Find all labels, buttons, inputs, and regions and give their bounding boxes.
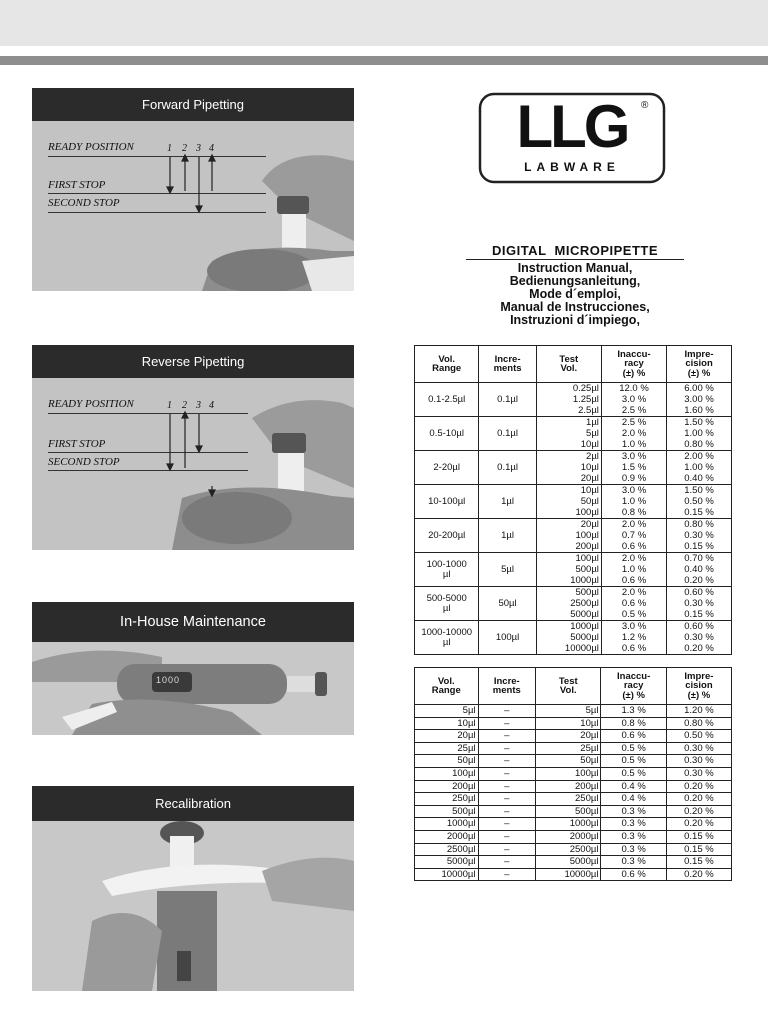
- step-number: 2: [182, 400, 187, 411]
- volume-range-cell: 5µl: [415, 705, 479, 718]
- volume-range-cell: 100µl: [415, 767, 479, 780]
- test-volume-cell: 10µl: [536, 462, 601, 473]
- test-volume-cell: 20µl: [536, 730, 601, 743]
- imprecision-cell: 0.30 %: [667, 598, 732, 609]
- column-header: Impre- cision (±) %: [666, 668, 731, 705]
- volume-range-cell: 0.5-10µl: [415, 417, 479, 451]
- inaccuracy-cell: 0.8 %: [601, 507, 666, 519]
- table-row: [415, 755, 732, 768]
- inaccuracy-cell: 0.6 %: [601, 598, 666, 609]
- imprecision-cell: 0.15 %: [667, 541, 732, 553]
- step-number: 1: [167, 143, 172, 154]
- inaccuracy-cell: 1.0 %: [601, 439, 666, 451]
- increments-cell: –: [478, 717, 536, 730]
- test-volume-cell: 200µl: [536, 780, 601, 793]
- imprecision-cell: 0.80 %: [666, 717, 731, 730]
- test-volume-cell: 1000µl: [536, 575, 601, 587]
- inaccuracy-cell: 2.0 %: [601, 587, 666, 599]
- llg-labware-logo: [478, 92, 666, 184]
- increments-cell: –: [478, 843, 536, 856]
- test-volume-cell: 10µl: [536, 439, 601, 451]
- second-stop-label: SECOND STOP: [48, 456, 120, 468]
- test-volume-cell: 5µl: [536, 705, 601, 718]
- test-volume-cell: 10µl: [536, 717, 601, 730]
- column-header: Test Vol.: [536, 346, 601, 383]
- increments-cell: –: [478, 780, 536, 793]
- table-row: [415, 383, 732, 395]
- volume-range-cell: 10µl: [415, 717, 479, 730]
- increments-cell: –: [478, 755, 536, 768]
- imprecision-cell: 0.70 %: [667, 553, 732, 565]
- registered-mark: ®: [641, 100, 649, 111]
- recalibration-panel: [32, 786, 354, 991]
- test-volume-cell: 500µl: [536, 805, 601, 818]
- volume-range-cell: 5000µl: [415, 856, 479, 869]
- inaccuracy-cell: 0.5 %: [601, 755, 666, 768]
- volume-range-cell: 0.1-2.5µl: [415, 383, 479, 417]
- test-volume-cell: 10µl: [536, 485, 601, 497]
- table-row: [415, 793, 732, 806]
- volume-range-cell: 250µl: [415, 793, 479, 806]
- imprecision-cell: 1.60 %: [667, 405, 732, 417]
- imprecision-cell: 0.20 %: [666, 793, 731, 806]
- step-number: 3: [196, 143, 201, 154]
- stroke-arrows: [32, 121, 354, 291]
- increments-cell: –: [478, 730, 536, 743]
- imprecision-cell: 1.00 %: [667, 428, 732, 439]
- logo-brand: LLG: [516, 93, 628, 160]
- table-row: [415, 843, 732, 856]
- imprecision-cell: 0.20 %: [666, 805, 731, 818]
- increments-cell: –: [478, 793, 536, 806]
- subtitle-line: Manual de Instrucciones,: [500, 300, 650, 314]
- header-stripe: [0, 56, 768, 65]
- inaccuracy-cell: 0.9 %: [601, 473, 666, 485]
- maintenance-image: [32, 642, 354, 735]
- imprecision-cell: 0.80 %: [667, 519, 732, 531]
- increments-cell: –: [478, 818, 536, 831]
- inaccuracy-cell: 3.0 %: [601, 485, 666, 497]
- test-volume-cell: 2µl: [536, 451, 601, 463]
- step-number: 2: [182, 143, 187, 154]
- inaccuracy-cell: 2.5 %: [601, 417, 666, 429]
- ready-position-label: READY POSITION: [48, 398, 134, 410]
- imprecision-cell: 0.20 %: [667, 575, 732, 587]
- test-volume-cell: 2500µl: [536, 843, 601, 856]
- test-volume-cell: 100µl: [536, 507, 601, 519]
- increments-cell: 5µl: [479, 553, 536, 587]
- test-volume-cell: 200µl: [536, 541, 601, 553]
- imprecision-cell: 0.50 %: [666, 730, 731, 743]
- inaccuracy-cell: 12.0 %: [601, 383, 666, 395]
- step-number: 4: [209, 400, 214, 411]
- imprecision-cell: 6.00 %: [667, 383, 732, 395]
- imprecision-cell: 0.15 %: [666, 856, 731, 869]
- imprecision-cell: 0.20 %: [666, 818, 731, 831]
- test-volume-cell: 10000µl: [536, 868, 601, 881]
- test-volume-cell: 5000µl: [536, 856, 601, 869]
- table-row: [415, 868, 732, 881]
- forward-pipetting-panel: [32, 88, 354, 291]
- volume-range-cell: 2-20µl: [415, 451, 479, 485]
- increments-cell: 0.1µl: [479, 417, 536, 451]
- document-title-block: [440, 243, 710, 327]
- inaccuracy-cell: 0.6 %: [601, 541, 666, 553]
- reverse-pipetting-panel: [32, 345, 354, 550]
- table-row: [415, 519, 732, 531]
- imprecision-cell: 0.15 %: [667, 507, 732, 519]
- imprecision-cell: 3.00 %: [667, 394, 732, 405]
- increments-cell: –: [478, 705, 536, 718]
- specification-table-fixed: [414, 667, 732, 881]
- test-volume-cell: 1.25µl: [536, 394, 601, 405]
- maintenance-illustration: [32, 642, 354, 735]
- table-header-row: [415, 346, 732, 383]
- column-header: Incre- ments: [479, 346, 536, 383]
- inaccuracy-cell: 2.0 %: [601, 553, 666, 565]
- table-row: [415, 767, 732, 780]
- imprecision-cell: 0.20 %: [666, 780, 731, 793]
- imprecision-cell: 0.15 %: [666, 843, 731, 856]
- imprecision-cell: 0.80 %: [667, 439, 732, 451]
- test-volume-cell: 2000µl: [536, 830, 601, 843]
- first-stop-label: FIRST STOP: [48, 438, 106, 450]
- inaccuracy-cell: 0.5 %: [601, 767, 666, 780]
- reverse-pipetting-illustration: [32, 378, 354, 550]
- increments-cell: 0.1µl: [479, 451, 536, 485]
- imprecision-cell: 1.00 %: [667, 462, 732, 473]
- inaccuracy-cell: 2.0 %: [601, 428, 666, 439]
- inaccuracy-cell: 0.3 %: [601, 818, 666, 831]
- column-header: Incre- ments: [478, 668, 536, 705]
- inaccuracy-cell: 1.5 %: [601, 462, 666, 473]
- second-stop-label: SECOND STOP: [48, 197, 120, 209]
- inaccuracy-cell: 2.5 %: [601, 405, 666, 417]
- imprecision-cell: 1.50 %: [667, 417, 732, 429]
- table-header-row: [415, 668, 732, 705]
- volume-range-cell: 10000µl: [415, 868, 479, 881]
- column-header: Vol. Range: [415, 346, 479, 383]
- imprecision-cell: 0.50 %: [667, 496, 732, 507]
- inaccuracy-cell: 0.6 %: [601, 643, 666, 655]
- logo-subtitle: LABWARE: [524, 160, 620, 174]
- inaccuracy-cell: 2.0 %: [601, 519, 666, 531]
- test-volume-cell: 20µl: [536, 473, 601, 485]
- imprecision-cell: 0.30 %: [666, 755, 731, 768]
- forward-pipetting-title: Forward Pipetting: [32, 88, 354, 121]
- imprecision-cell: 1.50 %: [667, 485, 732, 497]
- test-volume-cell: 100µl: [536, 553, 601, 565]
- inaccuracy-cell: 0.7 %: [601, 530, 666, 541]
- test-volume-cell: 0.25µl: [536, 383, 601, 395]
- volume-range-cell: 500-5000 µl: [415, 587, 479, 621]
- recalibration-image: [32, 821, 354, 991]
- imprecision-cell: 0.40 %: [667, 564, 732, 575]
- volume-range-cell: 50µl: [415, 755, 479, 768]
- inaccuracy-cell: 0.5 %: [601, 742, 666, 755]
- table-row: [415, 856, 732, 869]
- column-header: Test Vol.: [536, 668, 601, 705]
- subtitle-line: Bedienungsanleitung,: [509, 274, 641, 288]
- imprecision-cell: 2.00 %: [667, 451, 732, 463]
- pipette-display: 1000: [156, 675, 181, 685]
- imprecision-cell: 1.20 %: [666, 705, 731, 718]
- test-volume-cell: 5000µl: [536, 609, 601, 621]
- specification-table-adjustable: [414, 345, 732, 655]
- increments-cell: –: [478, 767, 536, 780]
- increments-cell: 1µl: [479, 519, 536, 553]
- table-row: [415, 587, 732, 599]
- subtitle-line: Instruction Manual,: [517, 261, 633, 275]
- volume-range-cell: 500µl: [415, 805, 479, 818]
- test-volume-cell: 20µl: [536, 519, 601, 531]
- step-number: 4: [209, 143, 214, 154]
- subtitle-line: Instruzioni d´impiego,: [510, 313, 640, 327]
- increments-cell: –: [478, 742, 536, 755]
- imprecision-cell: 0.30 %: [666, 742, 731, 755]
- step-number: 1: [167, 400, 172, 411]
- column-header: Inaccu- racy (±) %: [601, 668, 666, 705]
- subtitle-line: Mode d´emploi,: [529, 287, 621, 301]
- volume-range-cell: 200µl: [415, 780, 479, 793]
- recalibration-title: Recalibration: [32, 786, 354, 821]
- test-volume-cell: 250µl: [536, 793, 601, 806]
- reverse-pipetting-title: Reverse Pipetting: [32, 345, 354, 378]
- inaccuracy-cell: 0.5 %: [601, 609, 666, 621]
- volume-range-cell: 20-200µl: [415, 519, 479, 553]
- recalibration-illustration: [32, 821, 354, 991]
- table-row: [415, 818, 732, 831]
- imprecision-cell: 0.20 %: [667, 643, 732, 655]
- column-header: Vol. Range: [415, 668, 479, 705]
- imprecision-cell: 0.30 %: [667, 530, 732, 541]
- increments-cell: –: [478, 868, 536, 881]
- increments-cell: 1µl: [479, 485, 536, 519]
- imprecision-cell: 0.30 %: [666, 767, 731, 780]
- table-row: [415, 705, 732, 718]
- volume-range-cell: 2000µl: [415, 830, 479, 843]
- inaccuracy-cell: 3.0 %: [601, 394, 666, 405]
- inaccuracy-cell: 3.0 %: [601, 451, 666, 463]
- increments-cell: 50µl: [479, 587, 536, 621]
- maintenance-title: In-House Maintenance: [32, 602, 354, 642]
- test-volume-cell: 1µl: [536, 417, 601, 429]
- increments-cell: –: [478, 805, 536, 818]
- test-volume-cell: 10000µl: [536, 643, 601, 655]
- step-number: 3: [196, 400, 201, 411]
- test-volume-cell: 1000µl: [536, 818, 601, 831]
- document-title: DIGITAL MICROPIPETTE: [491, 243, 659, 258]
- volume-range-cell: 25µl: [415, 742, 479, 755]
- increments-cell: –: [478, 830, 536, 843]
- test-volume-cell: 50µl: [536, 755, 601, 768]
- test-volume-cell: 5000µl: [536, 632, 601, 643]
- table-body: [415, 383, 732, 655]
- first-stop-label: FIRST STOP: [48, 179, 106, 191]
- inaccuracy-cell: 0.6 %: [601, 575, 666, 587]
- volume-range-cell: 1000µl: [415, 818, 479, 831]
- inaccuracy-cell: 1.0 %: [601, 564, 666, 575]
- imprecision-cell: 0.20 %: [666, 868, 731, 881]
- table-row: [415, 553, 732, 565]
- increments-cell: 100µl: [479, 621, 536, 655]
- inaccuracy-cell: 1.2 %: [601, 632, 666, 643]
- imprecision-cell: 0.40 %: [667, 473, 732, 485]
- forward-pipetting-illustration: [32, 121, 354, 291]
- inaccuracy-cell: 0.3 %: [601, 856, 666, 869]
- increments-cell: 0.1µl: [479, 383, 536, 417]
- imprecision-cell: 0.60 %: [667, 621, 732, 633]
- test-volume-cell: 500µl: [536, 564, 601, 575]
- test-volume-cell: 5µl: [536, 428, 601, 439]
- volume-range-cell: 2500µl: [415, 843, 479, 856]
- inaccuracy-cell: 0.4 %: [601, 780, 666, 793]
- column-header: Inaccu- racy (±) %: [601, 346, 666, 383]
- inaccuracy-cell: 0.8 %: [601, 717, 666, 730]
- test-volume-cell: 50µl: [536, 496, 601, 507]
- inaccuracy-cell: 0.6 %: [601, 730, 666, 743]
- table-row: [415, 717, 732, 730]
- table-row: [415, 830, 732, 843]
- inaccuracy-cell: 1.0 %: [601, 496, 666, 507]
- table-row: [415, 805, 732, 818]
- imprecision-cell: 0.60 %: [667, 587, 732, 599]
- test-volume-cell: 25µl: [536, 742, 601, 755]
- inaccuracy-cell: 1.3 %: [601, 705, 666, 718]
- table-row: [415, 451, 732, 463]
- test-volume-cell: 100µl: [536, 767, 601, 780]
- test-volume-cell: 2500µl: [536, 598, 601, 609]
- imprecision-cell: 0.30 %: [667, 632, 732, 643]
- inaccuracy-cell: 0.6 %: [601, 868, 666, 881]
- table-body: [415, 705, 732, 881]
- top-band: [0, 0, 768, 46]
- table-row: [415, 780, 732, 793]
- maintenance-panel: [32, 602, 354, 735]
- volume-range-cell: 10-100µl: [415, 485, 479, 519]
- table-row: [415, 742, 732, 755]
- table-row: [415, 621, 732, 633]
- imprecision-cell: 0.15 %: [667, 609, 732, 621]
- ready-position-label: READY POSITION: [48, 141, 134, 153]
- inaccuracy-cell: 3.0 %: [601, 621, 666, 633]
- test-volume-cell: 500µl: [536, 587, 601, 599]
- test-volume-cell: 1000µl: [536, 621, 601, 633]
- volume-range-cell: 100-1000 µl: [415, 553, 479, 587]
- column-header: Impre- cision (±) %: [667, 346, 732, 383]
- inaccuracy-cell: 0.3 %: [601, 805, 666, 818]
- imprecision-cell: 0.15 %: [666, 830, 731, 843]
- stroke-arrows: [32, 378, 354, 550]
- table-row: [415, 730, 732, 743]
- table-row: [415, 485, 732, 497]
- inaccuracy-cell: 0.3 %: [601, 830, 666, 843]
- increments-cell: –: [478, 856, 536, 869]
- test-volume-cell: 100µl: [536, 530, 601, 541]
- inaccuracy-cell: 0.3 %: [601, 843, 666, 856]
- inaccuracy-cell: 0.4 %: [601, 793, 666, 806]
- table-row: [415, 417, 732, 429]
- volume-range-cell: 1000-10000 µl: [415, 621, 479, 655]
- test-volume-cell: 2.5µl: [536, 405, 601, 417]
- volume-range-cell: 20µl: [415, 730, 479, 743]
